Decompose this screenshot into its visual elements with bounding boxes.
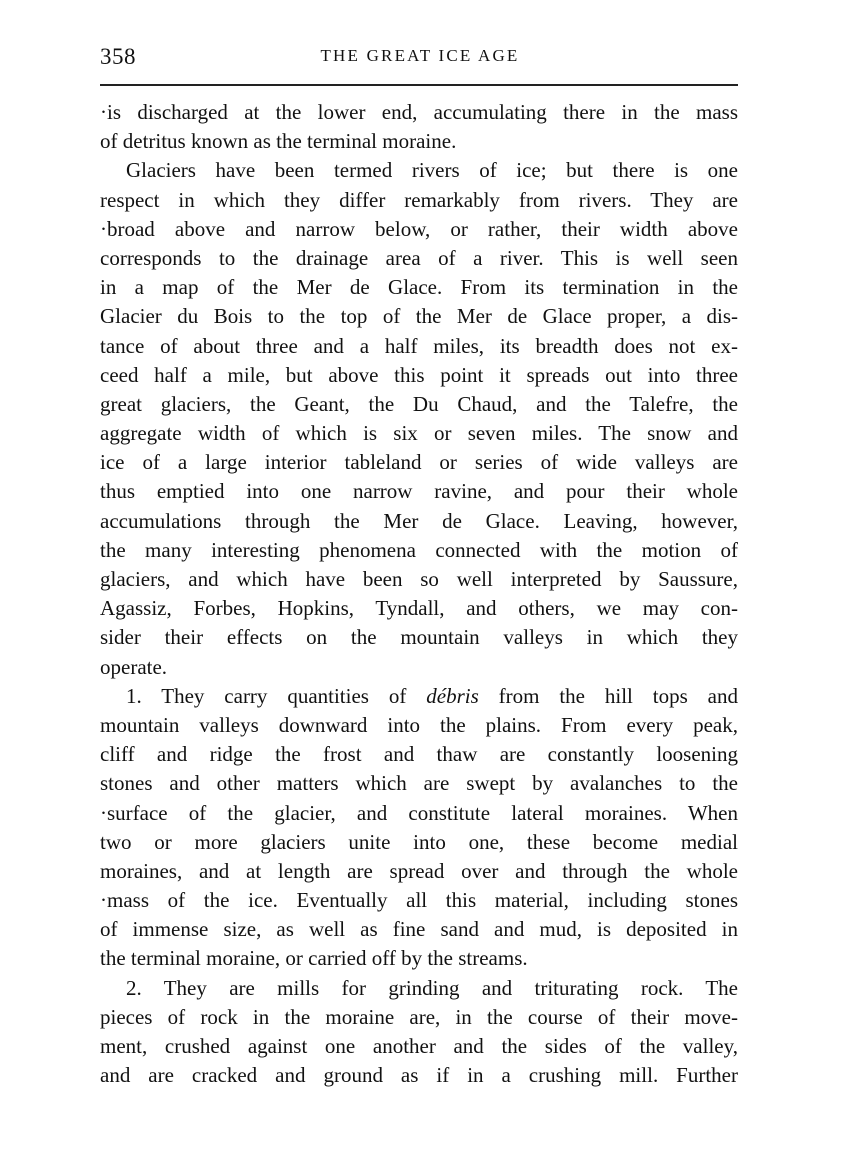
- text-line: ment, crushed against one another and the sides of the valley,: [100, 1034, 738, 1058]
- text-line: great glaciers, the Geant, the Du Chaud, and the Talefre, the: [100, 391, 738, 416]
- text-line: 2. They are mills for grinding and triturating rock. The: [126, 975, 738, 1000]
- text-line: two or more glaciers unite into one, these become medial: [100, 829, 738, 854]
- text-line: of detritus known as the terminal moraine.: [100, 129, 457, 154]
- text-line: operate.: [100, 654, 168, 679]
- text-line: the many interesting phenomena connected with the motion of: [100, 537, 738, 562]
- text-line: corresponds to the drainage area of a river. This is well seen: [100, 245, 738, 270]
- header-rule: [100, 84, 738, 86]
- text-line: respect in which they differ remarkably from rivers. They are: [100, 187, 738, 212]
- text-line: the terminal moraine, or carried off by the streams.: [100, 946, 528, 971]
- text-line: [100, 682, 738, 711]
- text-line: ·broad above and narrow below, or rather, their width above: [100, 216, 738, 241]
- text-line: aggregate width of which is six or seven miles. The snow and: [100, 421, 738, 446]
- text-line: Agassiz, Forbes, Hopkins, Tyndall, and others, we may con-: [100, 596, 738, 621]
- text-segment: from the hill tops and: [478, 683, 739, 708]
- text-line: pieces of rock in the moraine are, in the course of their move-: [100, 1004, 738, 1029]
- text-line: ice of a large interior tableland or series of wide valleys are: [100, 450, 738, 475]
- text-line: stones and other matters which are swept by avalanches to the: [100, 771, 738, 796]
- text-segment: 1. They carry quantities of: [126, 683, 427, 708]
- text-line: mountain valleys downward into the plains. From every peak,: [100, 712, 738, 737]
- text-line: ·mass of the ice. Eventually all this material, including stones: [100, 888, 738, 913]
- text-line: Glaciers have been termed rivers of ice; but there is one: [126, 158, 738, 183]
- text-line: ceed half a mile, but above this point it spreads out into three: [100, 362, 738, 387]
- text-line: moraines, and at length are spread over and through the whole: [100, 858, 738, 883]
- text-line: and are cracked and ground as if in a crushing mill. Further: [100, 1063, 738, 1088]
- text-line: sider their effects on the mountain valleys in which they: [100, 625, 738, 650]
- text-line: cliff and ridge the frost and thaw are constantly loosening: [100, 742, 738, 767]
- text-line: accumulations through the Mer de Glace. Leaving, however,: [100, 508, 738, 533]
- text-line: Glacier du Bois to the top of the Mer de Glace proper, a dis-: [100, 304, 738, 329]
- text-line: in a map of the Mer de Glace. From its termination in the: [100, 275, 738, 300]
- text-line: glaciers, and which have been so well interpreted by Saussure,: [100, 567, 738, 591]
- page-number: 358: [100, 44, 136, 69]
- text-line: of immense size, as well as fine sand and mud, is deposited in: [100, 917, 738, 942]
- italic-term: débris: [426, 683, 479, 708]
- text-line: ·surface of the glacier, and constitute lateral moraines. When: [100, 800, 738, 825]
- text-line: ·is discharged at the lower end, accumulating there in the mass: [100, 100, 738, 124]
- text-line: tance of about three and a half miles, its breadth does not ex-: [100, 333, 738, 358]
- page-header: [100, 44, 740, 74]
- running-title: THE GREAT ICE AGE: [320, 46, 520, 65]
- text-line: thus emptied into one narrow ravine, and pour their whole: [100, 479, 738, 504]
- body-text: [100, 98, 738, 1090]
